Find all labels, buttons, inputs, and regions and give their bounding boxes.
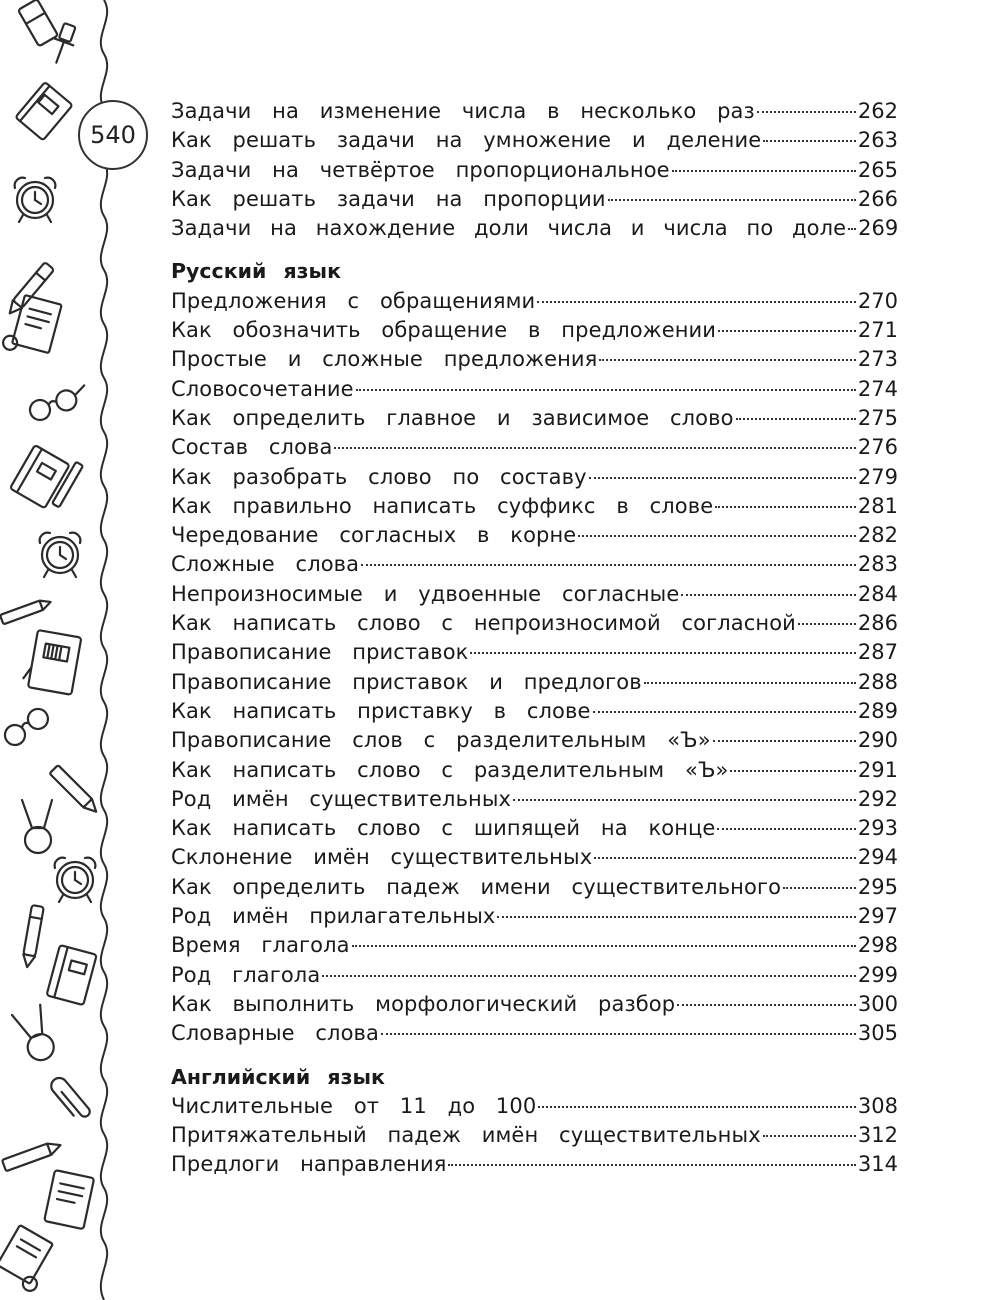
toc-entry-page: 299 <box>857 962 898 987</box>
toc-entry-page: 279 <box>857 464 898 489</box>
toc-entry[interactable] <box>171 873 898 902</box>
toc-entry-title: Как выполнить морфологический разбор <box>171 991 676 1016</box>
toc-entry-title: Простые и сложные предложения <box>171 347 598 372</box>
toc-entry-page: 286 <box>857 611 898 636</box>
dot-leader <box>783 886 856 889</box>
toc-entry-page: 314 <box>857 1152 898 1177</box>
toc-entry[interactable] <box>171 638 898 667</box>
section-heading: Русский язык <box>171 259 341 284</box>
toc-entry[interactable] <box>171 550 898 579</box>
toc-entry[interactable] <box>171 287 898 316</box>
pencil-icon <box>50 765 101 816</box>
toc-entry-title: Предлоги направления <box>171 1152 447 1177</box>
toc-entry[interactable] <box>171 214 898 243</box>
toc-entry-title: Задачи на изменение числа в несколько раз <box>171 99 755 123</box>
glasses-icon <box>1 705 52 749</box>
pencil-icon <box>2 1139 62 1171</box>
toc-entry[interactable] <box>171 756 898 785</box>
toc-entry-title: Чередование согласных в корне <box>171 523 577 548</box>
toc-entry-page: 271 <box>857 318 898 343</box>
toc-entry-title: Как написать слово с непроизносимой согласной <box>171 611 796 636</box>
toc-entry-page: 298 <box>857 933 898 958</box>
toc-entry-title: Склонение имён существительных <box>171 845 593 870</box>
toc-section <box>171 97 898 243</box>
dot-leader <box>470 651 855 654</box>
toc-entry-title: Время глагола <box>171 933 350 958</box>
dot-leader <box>672 169 856 172</box>
toc-entry[interactable] <box>171 931 898 960</box>
medal-icon <box>12 1005 58 1065</box>
dot-leader <box>718 329 856 332</box>
dot-leader <box>381 1032 856 1035</box>
toc-entry[interactable] <box>171 97 898 126</box>
toc-entry-page: 269 <box>858 216 899 241</box>
toc-entry-page: 273 <box>857 347 898 372</box>
pushpin-icon <box>47 22 79 66</box>
toc-entry[interactable] <box>171 697 898 726</box>
pen-icon <box>21 905 44 968</box>
toc-entry-page: 288 <box>857 669 898 694</box>
toc-entry[interactable] <box>171 404 898 433</box>
toc-entry-page: 281 <box>857 493 898 518</box>
dot-leader <box>538 1105 856 1108</box>
toc-entry-page: 262 <box>857 99 898 123</box>
dot-leader <box>715 505 856 508</box>
toc-entry-title: Словарные слова <box>171 1021 379 1046</box>
dot-leader <box>497 915 855 918</box>
dot-leader <box>352 944 856 947</box>
toc-entry[interactable] <box>171 902 898 931</box>
dot-leader <box>848 227 856 230</box>
alarm-clock-icon <box>55 858 96 902</box>
page-number: 540 <box>78 100 148 170</box>
toc-section <box>171 1063 898 1180</box>
dot-leader <box>644 681 856 684</box>
alarm-clock-icon <box>15 178 56 222</box>
dot-leader <box>361 563 856 566</box>
dot-leader <box>763 139 856 142</box>
toc-entry-page: 292 <box>857 786 898 811</box>
toc-entry-title: Род имён существительных <box>171 786 512 811</box>
toc-entry[interactable] <box>171 463 898 492</box>
toc-entry[interactable] <box>171 726 898 755</box>
dot-leader <box>322 974 856 977</box>
wavy-border <box>101 0 107 1300</box>
dot-leader <box>736 417 856 420</box>
toc-entry[interactable] <box>171 1121 898 1150</box>
dot-leader <box>763 1134 856 1137</box>
toc-entry[interactable] <box>171 156 898 185</box>
toc-entry-page: 284 <box>857 581 898 606</box>
toc-entry-title: Предложения с обращениями <box>171 288 536 313</box>
toc-entry[interactable] <box>171 668 898 697</box>
dot-leader <box>677 1003 856 1006</box>
medal-icon <box>22 800 52 853</box>
toc-entry[interactable] <box>171 316 898 345</box>
toc-entry[interactable] <box>171 375 898 404</box>
certificate-icon <box>0 1225 59 1293</box>
pencil-icon <box>0 597 52 624</box>
toc-entry-page: 300 <box>857 991 898 1016</box>
toc-entry[interactable] <box>171 961 898 990</box>
toc-entry-page: 308 <box>857 1093 898 1118</box>
paperclip-icon <box>48 1075 92 1123</box>
toc-entry[interactable] <box>171 1150 898 1179</box>
toc-entry[interactable] <box>171 1092 898 1121</box>
dot-leader <box>448 1163 855 1166</box>
dot-leader <box>713 739 856 742</box>
toc-entry-title: Род имён прилагательных <box>171 904 496 929</box>
toc-entry-title: Как написать слово с шипящей на конце <box>171 816 716 841</box>
decorative-margin <box>0 0 125 1300</box>
toc-entry[interactable] <box>171 609 898 638</box>
dot-leader <box>513 798 856 801</box>
dot-leader <box>356 388 856 391</box>
dot-leader <box>599 358 855 361</box>
toc-entry[interactable] <box>171 580 898 609</box>
toc-entry-title: Непроизносимые и удвоенные согласные <box>171 581 680 606</box>
certificate-icon <box>2 293 62 360</box>
toc-entry-page: 263 <box>857 128 898 153</box>
toc-entry[interactable] <box>171 814 898 843</box>
toc-entry[interactable] <box>171 492 898 521</box>
toc-entry-title: Правописание приставок <box>171 640 469 665</box>
toc-entry-title: Задачи на нахождение доли числа и числа по доле <box>171 216 847 241</box>
toc-entry-page: 291 <box>857 757 898 782</box>
glasses-icon <box>27 384 90 423</box>
toc-entry-page: 293 <box>857 816 898 841</box>
toc-entry-page: 276 <box>857 435 898 460</box>
dot-leader <box>334 446 855 449</box>
toc-entry-page: 265 <box>857 157 898 182</box>
toc-entry[interactable] <box>171 345 898 374</box>
spiral-notebook-icon <box>22 629 81 695</box>
toc-entry-title: Как решать задачи на пропорции <box>171 186 606 211</box>
toc-entry-title: Как определить главное и зависимое слово <box>171 405 734 430</box>
toc-entry[interactable] <box>171 785 898 814</box>
notebook-icon <box>15 82 72 140</box>
dot-leader <box>798 622 856 625</box>
toc-entry-title: Задачи на четвёртое пропорциональное <box>171 157 670 182</box>
toc-entry-page: 295 <box>857 874 898 899</box>
toc-entry[interactable] <box>171 126 898 155</box>
dot-leader <box>594 856 856 859</box>
dot-leader <box>717 827 855 830</box>
dot-leader <box>681 593 856 596</box>
toc-entry[interactable] <box>171 843 898 872</box>
toc-entry-page: 290 <box>857 728 898 753</box>
dot-leader <box>608 198 856 201</box>
dot-leader <box>589 476 856 479</box>
toc-entry-page: 297 <box>857 904 898 929</box>
toc-entry-title: Состав слова <box>171 435 333 460</box>
dot-leader <box>578 534 856 537</box>
alarm-clock-icon <box>40 533 81 577</box>
toc-entry-page: 283 <box>857 552 898 577</box>
table-of-contents <box>171 97 898 1194</box>
toc-entry-page: 266 <box>857 186 898 211</box>
toc-entry-title: Как определить падеж имени существительного <box>171 874 782 899</box>
dot-leader <box>730 769 855 772</box>
notebook-pencil-icon <box>10 440 83 514</box>
toc-entry-title: Числительные от 11 до 100 <box>171 1093 537 1118</box>
dot-leader <box>593 710 856 713</box>
toc-entry-page: 275 <box>857 405 898 430</box>
toc-entry-page: 287 <box>857 640 898 665</box>
spiral-notebook-icon <box>44 1170 94 1229</box>
toc-entry-title: Как правильно написать суффикс в слове <box>171 493 714 518</box>
toc-entry[interactable] <box>171 433 898 462</box>
toc-entry[interactable] <box>171 521 898 550</box>
toc-entry[interactable] <box>171 1019 898 1048</box>
toc-entry[interactable] <box>171 990 898 1019</box>
toc-entry-page: 282 <box>857 523 898 548</box>
toc-entry-title: Притяжательный падеж имён существительных <box>171 1123 761 1148</box>
toc-entry-page: 305 <box>857 1021 898 1046</box>
notebook-icon <box>47 945 97 1005</box>
dot-leader <box>757 110 856 113</box>
toc-entry-page: 312 <box>857 1123 898 1148</box>
toc-entry-page: 294 <box>857 845 898 870</box>
toc-entry-title: Сложные слова <box>171 552 360 577</box>
toc-entry-title: Род глагола <box>171 962 321 987</box>
section-heading: Английский язык <box>171 1064 385 1089</box>
toc-entry-title: Правописание слов с разделительным «Ъ» <box>171 728 711 753</box>
toc-entry-title: Правописание приставок и предлогов <box>171 669 642 694</box>
toc-entry-title: Как написать слово с разделительным «Ъ» <box>171 757 729 782</box>
toc-entry-page: 270 <box>857 288 898 313</box>
toc-entry-title: Словосочетание <box>171 376 354 401</box>
toc-entry-page: 289 <box>857 698 898 723</box>
toc-section <box>171 257 898 1048</box>
dot-leader <box>537 300 856 303</box>
toc-entry-page: 274 <box>857 376 898 401</box>
toc-entry-title: Как написать приставку в слове <box>171 698 591 723</box>
toc-entry-title: Как разобрать слово по составу <box>171 464 587 489</box>
toc-entry[interactable] <box>171 185 898 214</box>
toc-entry-title: Как обозначить обращение в предложении <box>171 318 717 343</box>
toc-entry-title: Как решать задачи на умножение и деление <box>171 128 762 153</box>
eraser-icon <box>18 0 58 46</box>
